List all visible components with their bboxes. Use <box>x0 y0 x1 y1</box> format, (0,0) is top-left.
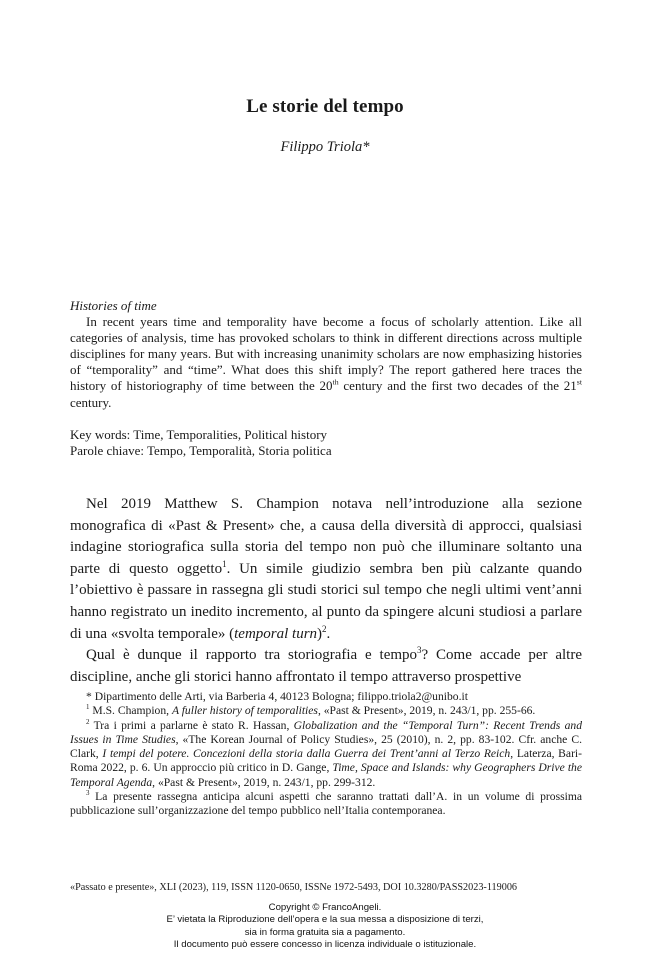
p1-text-a: Nel 2019 Matthew S. Champion notava nell’introduzione alla sezione monografica di «Past & Present» che, a causa della diversità di approcci, qualsiasi indagine storiografica sulla storia del tempo non può che illuminare soltanto una parte di questo oggetto <box>70 496 582 577</box>
p1-text-c: ) <box>317 625 323 642</box>
fn1-text-b: , «Past & Present», 2019, n. 243/1, pp. 255-66. <box>317 704 536 718</box>
footnote-2-number: 2 <box>86 717 90 726</box>
fn1-text-a: M.S. Champion, <box>89 704 172 718</box>
keywords-block <box>70 427 582 459</box>
abstract-text <box>70 314 582 411</box>
journal-citation: «Passato e presente», XLI (2023), 119, ISSN 1120-0650, ISSNe 1972-5493, DOI 10.3280/PASS2023-119006 <box>70 882 518 893</box>
copyright-notice <box>0 902 650 952</box>
abstract-sup-st: st <box>576 378 582 388</box>
fn2-italic-1: Globalization and the “Temporal Turn”: Recent Trends and Issues in Time Studies <box>70 718 582 746</box>
copyright-line-3: sia in forma gratuita sia a pagamento. <box>244 926 406 938</box>
fn3-text: La presente rassegna anticipa alcuni aspetti che saranno trattati dall’A. in un volume di prossima pubblicazione sull’organizzazione del tempo pubblico nell’Italia contemporanea. <box>70 790 582 818</box>
fn2-italic-3: Time, Space and Islands: why Geographers Drive the Temporal Agenda <box>70 761 582 789</box>
footnotes <box>70 690 582 819</box>
keywords-english: Key words: Time, Temporalities, Political history <box>70 427 328 442</box>
p2-text-a: Qual è dunque il rapporto tra storiografia e tempo <box>86 647 418 664</box>
fn2-text-d: , «Past & Present», 2019, n. 243/1, pp. 299-312. <box>152 775 376 789</box>
footnote-3 <box>70 790 582 819</box>
copyright-line-1: Copyright © FrancoAngeli. <box>268 902 382 913</box>
abstract-text-b: century and the first two decades of the 21 <box>338 378 577 394</box>
p1-italic-term: temporal turn <box>234 625 318 642</box>
fn2-text-b: , «The Korean Journal of Policy Studies», 25 (2010), n. 2, pp. 83-102. Cfr. anche C. Clark, <box>70 732 582 761</box>
fn2-italic-2: I tempi del potere. Concezioni della storia dalla Guerra dei Trent’anni al Terzo Reich <box>102 747 511 761</box>
p1-text-b: . Un simile giudizio sembra ben più calzante quando l’obiettivo è passare in rassegna gli studi storici sul tempo che negli ultimi vent’anni hanno registrato un inedito incremento, al punto da spingere alcuni studiosi a parlare di una «svolta temporale» ( <box>70 560 582 642</box>
abstract-text-a: In recent years time and temporality have become a focus of scholarly attention. Like all categories of analysis, time has provoked scholars to think in different directions across multiple disciplines for many years. But with increasing unanimity scholars are now emphasizing histories of “temporality” and “time”. What does this shift imply? The report gathered here traces the history of historiography of time between the 20 <box>70 314 582 394</box>
body-paragraph-1 <box>70 494 582 645</box>
fn2-text-c: , Laterza, Bari-Roma 2022, p. 6. Un approccio più critico in D. Gange, <box>70 747 583 775</box>
footnote-1-number: 1 <box>86 703 90 712</box>
keywords-italian: Parole chiave: Tempo, Temporalità, Storia politica <box>70 443 332 459</box>
p1-text-d: . <box>326 625 331 642</box>
article-title: Le storie del tempo <box>246 96 404 117</box>
body-paragraph-2 <box>70 645 582 688</box>
abstract-text-c: century. <box>70 394 112 410</box>
footnote-ref-1: 1 <box>222 558 227 569</box>
footnote-3-number: 3 <box>86 789 90 798</box>
copyright-line-4: Il documento può essere concesso in licenza individuale o istituzionale. <box>173 939 477 951</box>
copyright-line-2: E’ vietata la Riproduzione dell’opera e la sua messa a disposizione di terzi, <box>166 914 484 926</box>
article-author: Filippo Triola* <box>280 139 370 155</box>
abstract-sup-th: th <box>332 378 339 388</box>
footnote-author-affiliation: * Dipartimento delle Arti, via Barberia 4, 40123 Bologna; filippo.triola2@unibo.it <box>86 690 468 703</box>
abstract-title: Histories of time <box>70 298 157 313</box>
footnote-ref-2: 2 <box>322 623 327 634</box>
fn1-italic: A fuller history of temporalities <box>171 704 318 718</box>
footnote-2 <box>70 719 582 790</box>
fn2-text-a: Tra i primi a parlarne è stato R. Hassan, <box>89 718 294 732</box>
p2-text-b: ? Come accade per altre discipline, anche gli storici hanno affrontato il tempo attraverso prospettive <box>70 647 582 685</box>
footnote-ref-3: 3 <box>417 645 422 656</box>
footnote-1 <box>70 704 582 718</box>
abstract <box>70 298 582 411</box>
